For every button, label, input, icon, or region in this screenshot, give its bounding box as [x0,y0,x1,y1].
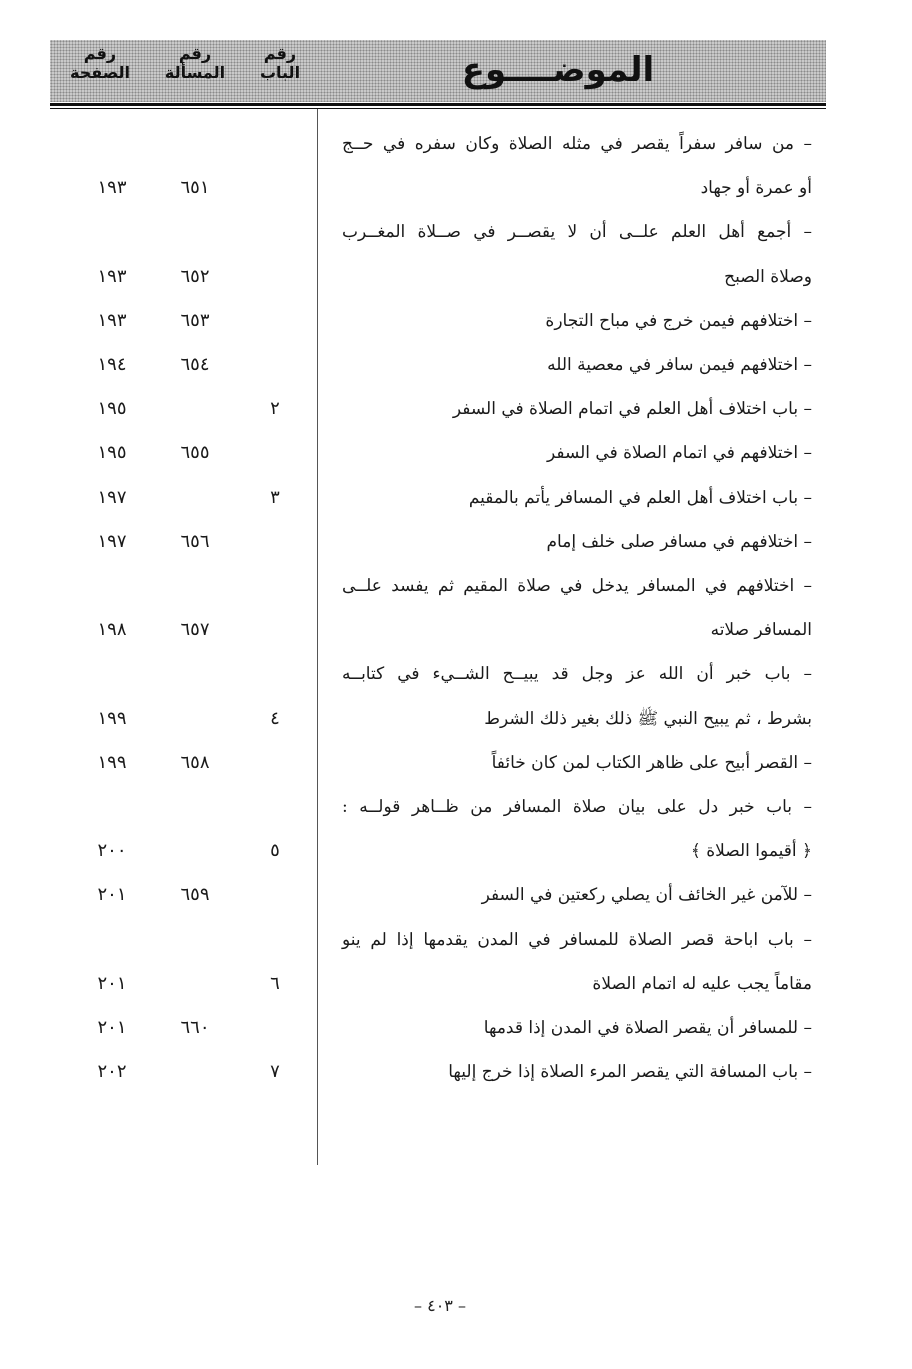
topic-text: – باب خبر دل على بيان صلاة المسافر من ظــاهر قولــه : [342,797,812,817]
header-rule [50,103,826,106]
table-row [0,255,912,299]
header-label: الصفحة [69,63,130,82]
topic-text: – اختلافهم فيمن خرج في مباح التجارة [545,310,812,331]
table-row [0,1050,912,1094]
table-row [0,210,912,254]
topic-text: – اختلافهم فيمن سافر في معصية الله [547,355,812,375]
issue-number: ٦٥١ [180,177,210,199]
page-ref: ١٩٧ [97,486,127,508]
topic-header: الموضــــوع [461,50,655,90]
table-row [0,520,912,564]
issue-number: ٦٦٠ [180,1017,210,1038]
table-row [0,962,912,1006]
table-row [0,343,912,387]
page-ref: ١٩٣ [97,265,127,287]
page-ref: ١٩٣ [97,177,127,199]
issue-number: ٦٥٢ [180,265,210,287]
chapter-number: ٣ [270,486,280,508]
table-row [0,122,912,166]
page-number-header [60,44,140,82]
topic-text: المسافر صلاته [710,620,812,641]
page-ref: ١٩٥ [97,398,127,420]
page-ref: ١٩٩ [97,707,127,729]
header-rule-thin [50,108,826,109]
table-row [0,697,912,741]
topic-text: بشرط ، ثم يبيح النبي ﷺ ذلك بغير ذلك الشرط [484,708,812,729]
page-ref: ٢٠١ [97,972,127,994]
header-label: رقم [83,44,117,63]
page-ref: ١٩٧ [97,530,127,552]
topic-text: ﴿ أقيموا الصلاة ﴾ [690,841,812,862]
page-ref: ٢٠٢ [97,1061,127,1083]
table-row [0,564,912,608]
table-row [0,829,912,873]
topic-text: – أجمع أهل العلم علــى أن لا يقصــر في صــلاة المغــرب [342,222,812,243]
chapter-number: ٦ [270,972,280,994]
issue-number: ٦٥٨ [180,751,210,773]
issue-number: ٦٥٤ [180,354,210,375]
topic-text: – باب اختلاف أهل العلم في اتمام الصلاة في السفر [452,399,812,420]
topic-text: – باب اباحة قصر الصلاة للمسافر في المدن يقدمها إذا لم ينو [342,929,812,950]
page-ref: ٢٠٠ [97,840,127,862]
topic-text: – القصر أبيح على ظاهر الكتاب لمن كان خائفاً [491,752,812,773]
issue-number: ٦٥٥ [180,442,210,464]
issue-number: ٦٥٩ [180,884,210,906]
page-ref: ١٩٥ [97,442,127,464]
page-ref: ١٩٣ [97,309,127,331]
topic-text: وصلاة الصبح [724,266,812,287]
table-row [0,431,912,475]
topic-text: – باب خبر أن الله عز وجل قد يبيــح الشــيء في كتابــه [342,664,812,685]
table-row [0,387,912,431]
table-row [0,166,912,210]
page-number: – ٤٠٣ – [414,1296,466,1315]
table-row [0,785,912,829]
topic-text: – باب اختلاف أهل العلم في المسافر يأتم بالمقيم [468,487,812,508]
topic-text: – للمسافر أن يقصر الصلاة في المدن إذا قدمها [483,1018,812,1038]
page-ref: ١٩٨ [97,619,127,641]
topic-text: أو عمرة أو جهاد [700,178,812,199]
page-ref: ٢٠١ [97,1017,127,1038]
topic-text: – اختلافهم في مسافر صلى خلف إمام [546,531,812,552]
table-row [0,652,912,696]
topic-text: – اختلافهم في اتمام الصلاة في السفر [546,443,812,464]
chapter-number-header [250,44,310,82]
chapter-number: ٥ [270,840,280,862]
header-label: الباب [259,63,301,82]
header-label: رقم [178,44,212,63]
chapter-number: ٤ [270,707,280,729]
topic-text: – للآمن غير الخائف أن يصلي ركعتين في السفر [481,885,812,906]
header-label: رقم [263,44,297,63]
table-row [0,608,912,652]
table-row [0,741,912,785]
topic-text: مقاماً يجب عليه له اتمام الصلاة [592,973,812,994]
topic-text: – من سافر سفراً يقصر في مثله الصلاة وكان سفره في حــج [342,134,812,154]
issue-number-header [155,44,235,82]
topic-text: – اختلافهم في المسافر يدخل في صلاة المقيم ثم يفسد علــى [342,576,812,596]
page-ref: ١٩٤ [97,354,127,375]
table-row [0,918,912,962]
header-label: المسألة [164,63,226,82]
chapter-number: ٧ [270,1061,280,1083]
table-row [0,299,912,343]
issue-number: ٦٥٧ [180,619,210,641]
chapter-number: ٢ [270,398,280,420]
table-row [0,1006,912,1050]
issue-number: ٦٥٦ [180,530,210,552]
topic-text: – باب المسافة التي يقصر المرء الصلاة إذا خرج إليها [448,1062,812,1083]
page-ref: ٢٠١ [97,884,127,906]
issue-number: ٦٥٣ [180,309,210,331]
table-row [0,476,912,520]
page-ref: ١٩٩ [97,751,127,773]
table-row [0,873,912,917]
table-header [50,40,826,102]
